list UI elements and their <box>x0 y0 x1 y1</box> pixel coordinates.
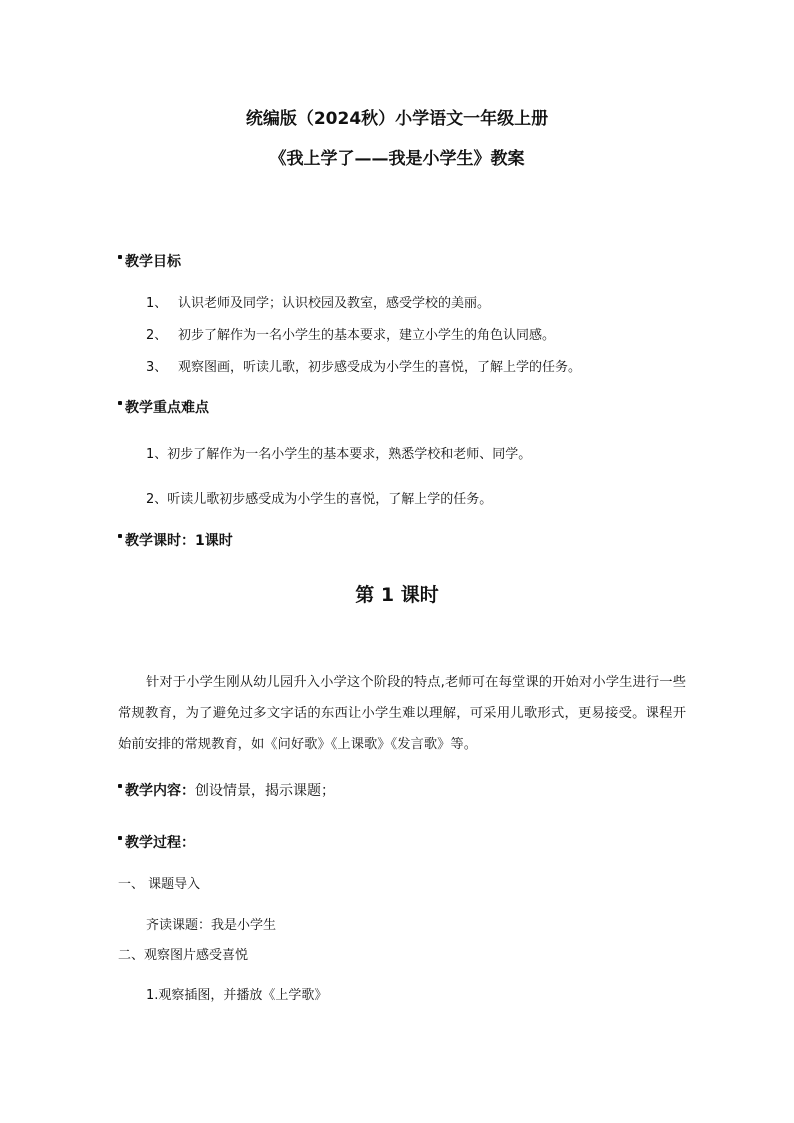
content-text: 创设情景，揭示课题； <box>195 783 335 799</box>
bullet-icon <box>118 534 122 538</box>
bullet-icon <box>118 401 122 405</box>
goals-heading-text: 教学目标 <box>125 254 181 270</box>
key-point-item: 1、初步了解作为一名小学生的基本要求，熟悉学校和老师、同学。 <box>146 447 532 462</box>
key-points-heading-text: 教学重点难点 <box>125 400 209 416</box>
goal-item <box>146 294 490 314</box>
key-point-item: 2、听读儿歌初步感受成为小学生的喜悦，了解上学的任务。 <box>146 492 493 507</box>
process-step-detail: 齐读课题：我是小学生 <box>146 918 277 933</box>
hours-heading-text: 教学课时：1课时 <box>125 533 233 549</box>
goals-heading <box>118 252 181 272</box>
bullet-icon <box>118 836 122 840</box>
goal-item-number: 2、 <box>146 328 168 343</box>
document-title-line2: 《我上学了——我是小学生》教案 <box>269 149 525 169</box>
hours-heading <box>118 531 233 551</box>
goal-item-text: 观察图画，听读儿歌，初步感受成为小学生的喜悦，了解上学的任务。 <box>178 360 582 375</box>
goal-item-text: 认识老师及同学；认识校园及教室，感受学校的美丽。 <box>178 296 491 311</box>
goal-item-number: 1、 <box>146 296 168 311</box>
goal-item-number: 3、 <box>146 360 168 375</box>
process-step-detail: 1.观察插图，并播放《上学歌》 <box>146 988 328 1003</box>
process-step: 一、 课题导入 <box>118 877 201 892</box>
content-label: 教学内容： <box>125 783 195 799</box>
goal-item <box>146 326 555 346</box>
bullet-icon <box>118 784 122 788</box>
process-heading <box>118 833 195 853</box>
goal-item-text: 初步了解作为一名小学生的基本要求，建立小学生的角色认同感。 <box>178 328 556 343</box>
bullet-icon <box>118 255 122 259</box>
lesson-intro-paragraph: 针对于小学生刚从幼儿园升入小学这个阶段的特点,老师可在每堂课的开始对小学生进行一些常规教育，为了避免过多文字话的东西让小学生难以理解，可采用儿歌形式，更易接受。课程开始前安排的常规教育，如《问好歌》《上课歌》《发言歌》等。 <box>118 675 686 752</box>
goal-item <box>146 358 581 378</box>
document-title-line1: 统编版（2024秋）小学语文一年级上册 <box>245 109 549 129</box>
process-heading-text: 教学过程： <box>125 835 195 851</box>
key-points-heading <box>118 398 209 418</box>
lesson-title: 第 1 课时 <box>355 584 439 606</box>
process-step: 二、观察图片感受喜悦 <box>118 948 249 963</box>
content-heading <box>118 781 335 801</box>
